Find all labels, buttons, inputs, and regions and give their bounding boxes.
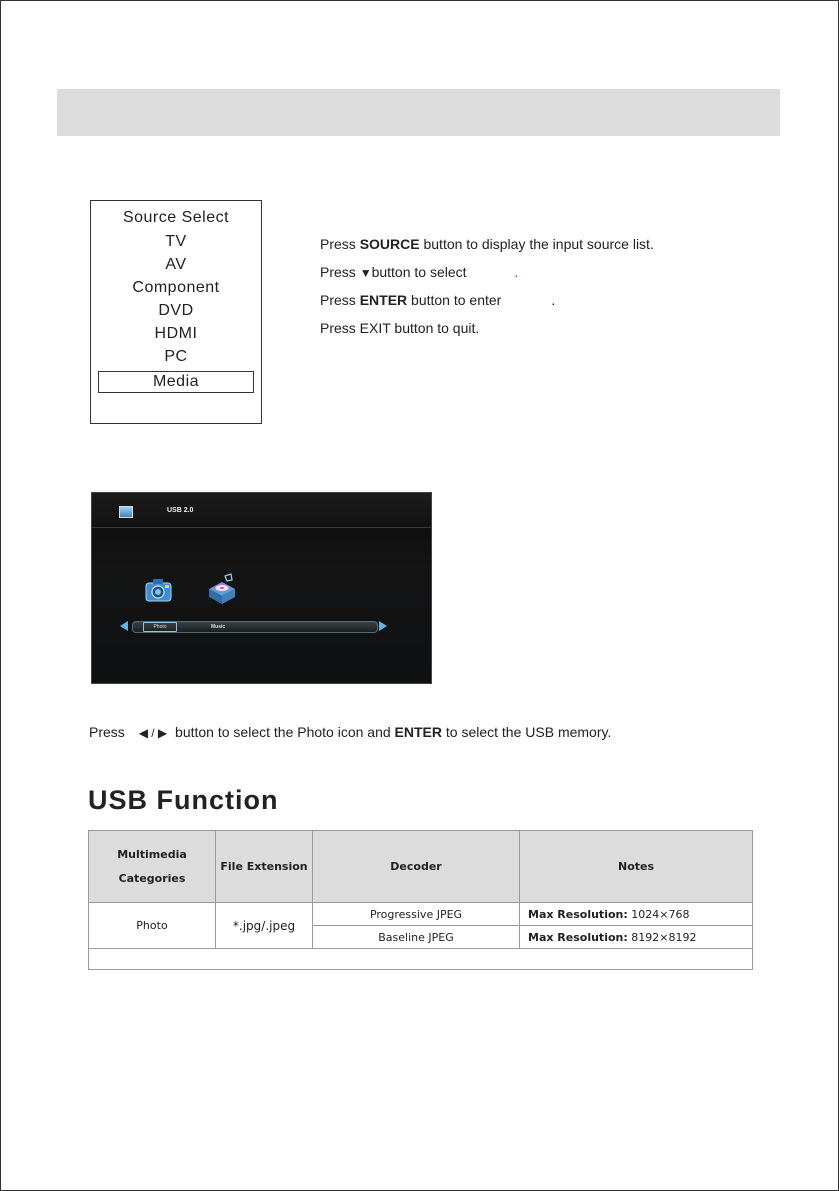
source-item-av[interactable]: AV	[165, 256, 187, 273]
cell-decoder: Progressive JPEG	[313, 903, 520, 926]
cell-category: Photo	[89, 903, 216, 949]
tv-screen-title: USB 2.0	[167, 507, 194, 514]
cell-notes: Max Resolution: 8192×8192	[520, 926, 753, 949]
photo-camera-icon[interactable]	[144, 577, 173, 603]
cell-extension: *.jpg/.jpeg	[216, 903, 313, 949]
left-right-arrow-icon: ◀ / ▶	[138, 726, 168, 740]
instruction-line-4: Press EXIT button to quit.	[320, 320, 480, 336]
cell-decoder: Baseline JPEG	[313, 926, 520, 949]
table-empty-row	[89, 949, 753, 970]
cell-notes: Max Resolution: 1024×768	[520, 903, 753, 926]
usb-tv-screen	[91, 492, 432, 684]
usb-function-heading: USB Function	[88, 785, 279, 815]
source-item-component[interactable]: Component	[132, 279, 220, 296]
instruction-line-1: Press SOURCE button to display the input source list.	[320, 236, 654, 252]
table-row	[89, 903, 753, 926]
usb-function-table	[88, 830, 753, 970]
header-file-extension: File Extension	[216, 831, 313, 903]
photo-select-instruction: Press ◀ / ▶ button to select the Photo icon and ENTER to select the USB memory.	[89, 724, 612, 740]
source-item-tv[interactable]: TV	[165, 233, 187, 250]
tv-bar-music[interactable]: Music	[211, 624, 226, 630]
header-multimedia-categories: Multimedia Categories	[89, 831, 216, 903]
down-arrow-icon: ▼	[359, 266, 372, 280]
source-item-hdmi[interactable]: HDMI	[154, 325, 198, 342]
instruction-line-2: Press ▼button to select .	[320, 264, 519, 280]
instruction-line-3: Press ENTER button to enter .	[320, 292, 556, 308]
source-select-title: Source Select	[122, 209, 230, 226]
header-decoder: Decoder	[313, 831, 520, 903]
section-header-bar	[57, 89, 780, 136]
tv-screen-header	[92, 493, 431, 528]
usb-logo-icon	[119, 506, 133, 518]
source-item-media-selected[interactable]: Media	[98, 371, 254, 393]
tv-right-arrow-icon[interactable]	[379, 621, 387, 631]
source-item-pc[interactable]: PC	[164, 348, 188, 365]
tv-bar-photo[interactable]: Photo	[143, 622, 177, 632]
source-select-menu	[90, 200, 262, 424]
tv-media-bar	[132, 621, 378, 633]
music-disc-icon[interactable]	[205, 573, 239, 605]
header-notes: Notes	[520, 831, 753, 903]
tv-left-arrow-icon[interactable]	[120, 621, 128, 631]
source-item-dvd[interactable]: DVD	[158, 302, 194, 319]
